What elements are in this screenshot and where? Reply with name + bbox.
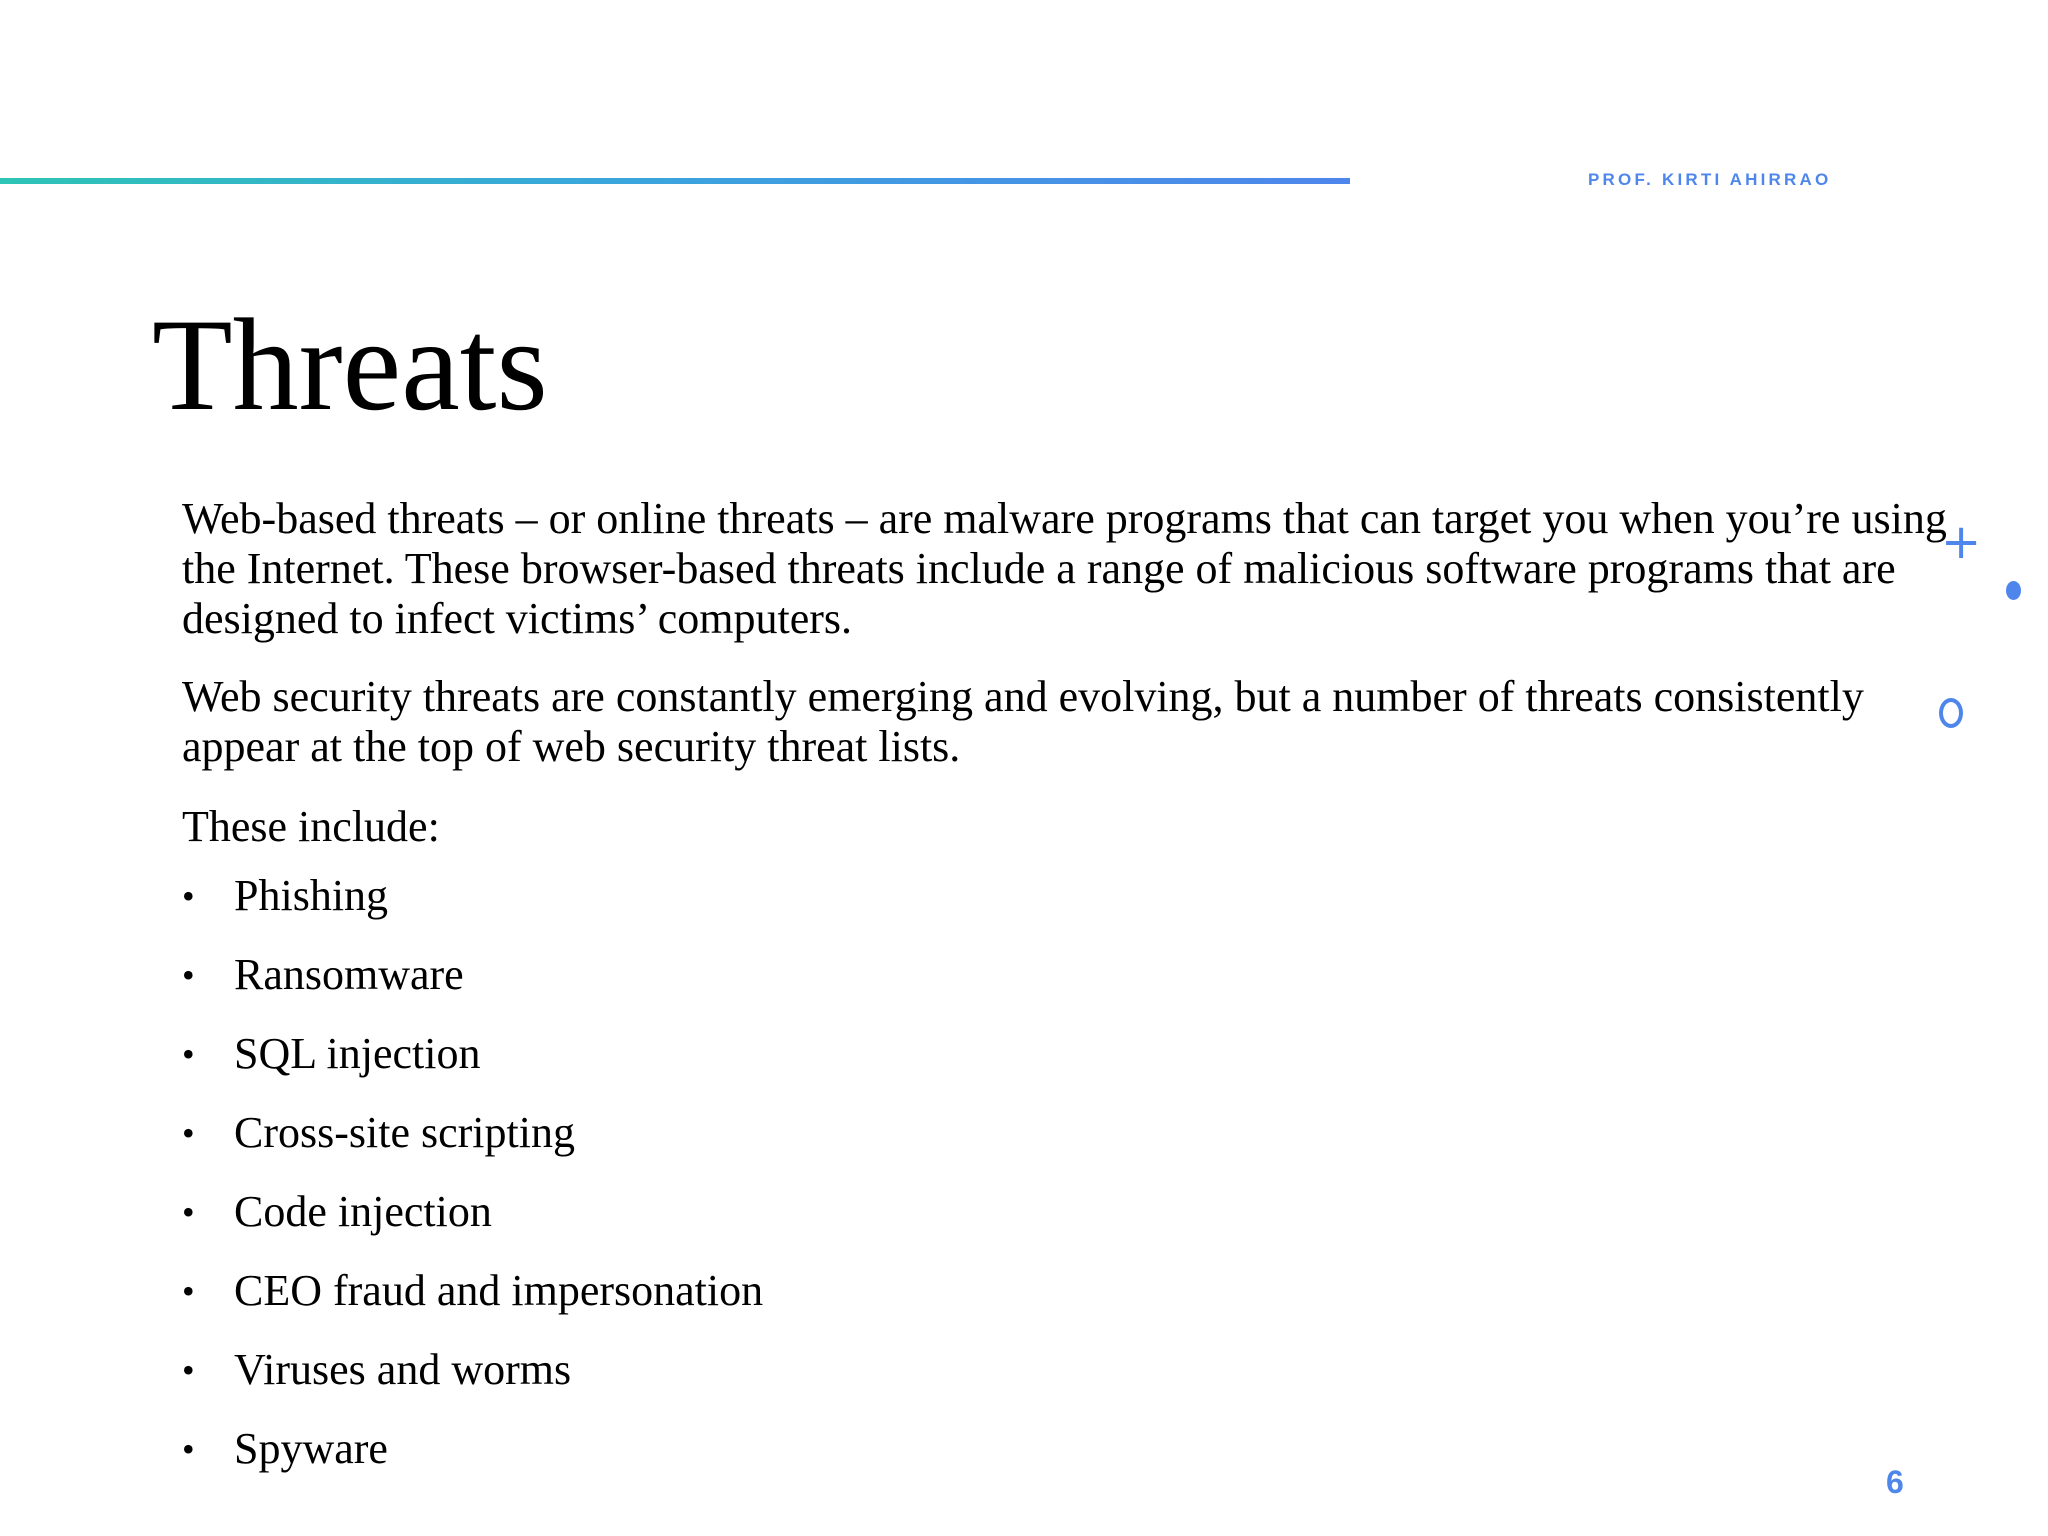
bullet-icon: • bbox=[182, 876, 195, 916]
ring-icon bbox=[1939, 698, 1963, 728]
list-item-label: Phishing bbox=[234, 871, 389, 920]
bullet-icon: • bbox=[182, 1192, 195, 1232]
list-item bbox=[182, 1028, 1952, 1107]
list-item-label: SQL injection bbox=[234, 1029, 481, 1078]
dot-icon bbox=[2006, 581, 2021, 600]
author-label: PROF. KIRTI AHIRRAO bbox=[1588, 170, 1832, 189]
list-item-label: Spyware bbox=[234, 1424, 388, 1473]
bullet-icon: • bbox=[182, 955, 195, 995]
list-item bbox=[182, 1186, 1952, 1265]
bullet-icon: • bbox=[182, 1350, 195, 1390]
slide-body bbox=[182, 494, 1952, 1502]
bullet-icon: • bbox=[182, 1034, 195, 1074]
bullet-icon: • bbox=[182, 1271, 195, 1311]
list-item bbox=[182, 1107, 1952, 1186]
list-item bbox=[182, 1423, 1952, 1502]
page-number: 6 bbox=[1886, 1464, 1904, 1500]
threat-list bbox=[182, 870, 1952, 1502]
bullet-icon: • bbox=[182, 1429, 195, 1469]
list-item bbox=[182, 1265, 1952, 1344]
top-gradient-rule bbox=[0, 178, 1350, 184]
list-item bbox=[182, 1344, 1952, 1423]
list-item-label: CEO fraud and impersonation bbox=[234, 1266, 764, 1315]
list-item bbox=[182, 949, 1952, 1028]
slide-title: Threats bbox=[152, 291, 548, 438]
intro-paragraph: Web-based threats – or online threats – are malware programs that can target you when you’re using the Internet. These browser-based threats include a range of malicious software programs that are designed to infect victims’ computers. bbox=[182, 494, 1947, 643]
evolving-paragraph: Web security threats are constantly emerging and evolving, but a number of threats consistently appear at the top of web security threat lists. bbox=[182, 672, 1864, 771]
list-item-label: Code injection bbox=[234, 1187, 492, 1236]
list-item-label: Cross-site scripting bbox=[234, 1108, 575, 1157]
plus-icon: + bbox=[1941, 514, 1982, 570]
bullet-icon: • bbox=[182, 1113, 195, 1153]
list-intro: These include: bbox=[182, 802, 440, 851]
list-item-label: Viruses and worms bbox=[234, 1345, 572, 1394]
list-item bbox=[182, 870, 1952, 949]
list-item-label: Ransomware bbox=[234, 950, 464, 999]
